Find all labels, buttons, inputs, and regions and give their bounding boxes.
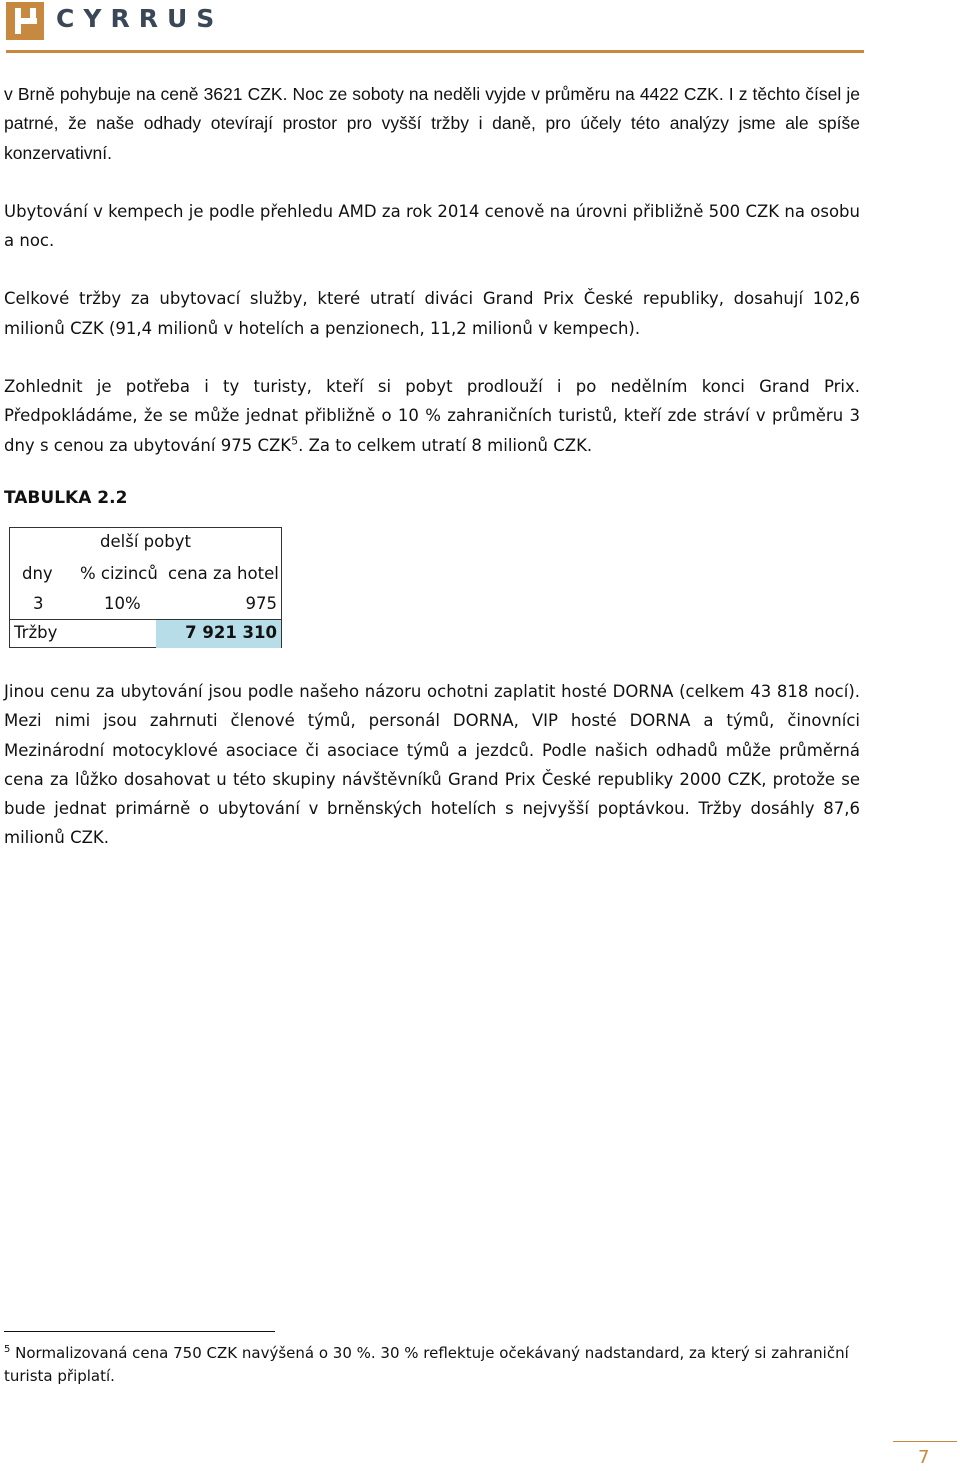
footnote — [4, 1342, 860, 1388]
total-cell — [156, 620, 281, 648]
footnote-separator — [4, 1331, 275, 1332]
header-rule — [6, 50, 864, 53]
table-header: delší pobyt — [100, 532, 191, 551]
table-total-row — [10, 619, 281, 648]
table-title: TABULKA 2.2 — [4, 488, 128, 508]
paragraph-4-end: . Za to celkem utratí 8 milionů CZK. — [298, 435, 593, 455]
paragraph-2: Ubytování v kempech je podle přehledu AMD za rok 2014 cenově na úrovni přibližně 500 CZK na osobu a noc. — [4, 201, 860, 251]
page-number-rule — [893, 1441, 957, 1442]
footnote-number: 5 — [4, 1344, 11, 1355]
column-header-dny: dny — [22, 564, 53, 583]
column-header-cena: cena za hotel — [168, 564, 279, 583]
paragraph-3: Celkové tržby za ubytovací služby, které utratí diváci Grand Prix České republiky, dosahují 102,6 milionů CZK (91,4 milionů v hotelích a penzionech, 11,2 milionů v kempech). — [4, 289, 860, 338]
total-value: 7 921 310 — [185, 623, 277, 642]
paragraph-4 — [4, 372, 860, 460]
footnote-ref[interactable]: 5 — [291, 434, 299, 448]
paragraph-4-text: Zohlednit je potřeba i ty turisty, kteří si pobyt prodlouží i po nedělním konci Grand Prix. Předpokládáme, že se může jednat přibližně o 10 % zahraničních turistů, kteří zde stráví v průměru 3 dny s cenou za ubytování 975 CZK — [4, 377, 860, 455]
cell-dny: 3 — [33, 594, 44, 613]
cyrrus-logo-icon — [6, 2, 44, 40]
body-text-top — [4, 80, 860, 460]
cell-pct: 10% — [104, 594, 141, 613]
footnote-text: Normalizovaná cena 750 CZK navýšená o 30 %. 30 % reflektuje očekávaný nadstandard, za který si zahraniční turista připlatí. — [4, 1344, 849, 1385]
summary-table — [9, 527, 282, 648]
page-header — [0, 0, 960, 56]
column-header-pct: % cizinců — [80, 564, 158, 583]
brand-name: CYRRUS — [56, 4, 224, 33]
paragraph-1: v Brně pohybuje na ceně 3621 CZK. Noc ze soboty na neděli vyjde v průměru na 4422 CZK. I z těchto čísel je patrné, že naše odhady otevírají prostor pro vyšší tržby i daně, pro účely této analýzy jsme ale spíše konzervativní. — [4, 84, 860, 163]
total-label: Tržby — [14, 623, 58, 642]
cell-cena: 975 — [245, 594, 277, 613]
page-number: 7 — [918, 1447, 930, 1468]
paragraph-5: Jinou cenu za ubytování jsou podle našeho názoru ochotni zaplatit hosté DORNA (celkem 43 818 nocí). Mezi nimi jsou zahrnuti členové týmů, personál DORNA, VIP hosté DORNA a týmů, činovníci Mezinárodní motocyklové asociace či asociace týmů a jezdců. Podle našich odhadů může průměrná cena za lůžko dosahovat u této skupiny návštěvníků Grand Prix České republiky 2000 CZK, protože se bude jednat primárně o ubytování v brněnských hotelích s nejvyšší poptávkou. Tržby dosáhly 87,6 milionů CZK. — [4, 682, 860, 848]
